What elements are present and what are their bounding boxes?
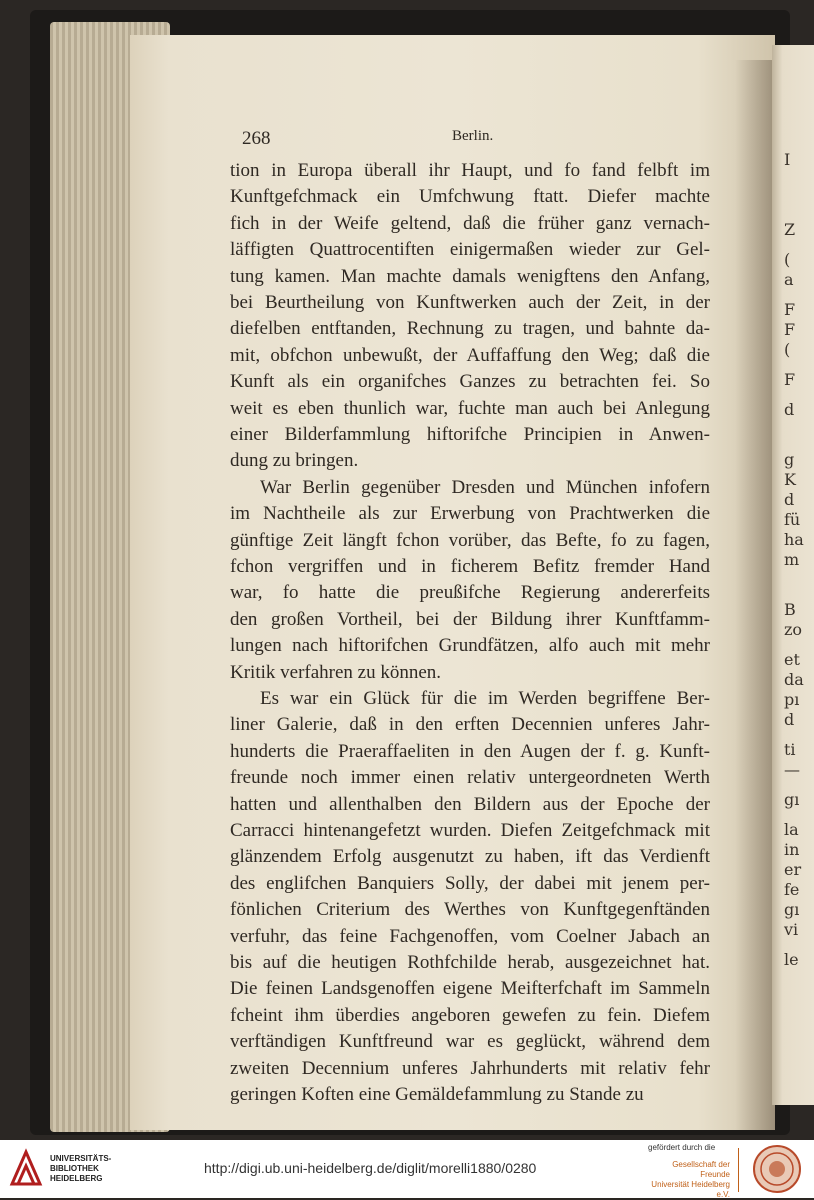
facing-page-fragment: ti xyxy=(784,740,796,759)
page-gutter-shadow xyxy=(735,60,775,1130)
facing-page-fragment: er xyxy=(784,860,802,879)
facing-page-fragment: pı xyxy=(784,690,800,709)
text-line: bei Beurtheilung von Kunftwerken auch der Zeit, in der xyxy=(230,292,710,313)
text-line: verfuhr, das feine Fachgenoffen, vom Coelner Jabach an xyxy=(230,925,710,947)
text-line: fönlichen Criterium des Werthes von Kunftgegenftänden xyxy=(230,899,710,921)
text-line: Carracci hintenangefetzt wurden. Diefen Zeitgefchmack mit xyxy=(230,820,710,841)
document-url[interactable]: http://digi.ub.uni-heidelberg.de/diglit/morelli1880/0280 xyxy=(204,1160,537,1176)
facing-page-fragment: — xyxy=(784,760,800,779)
text-line: geringen Koften eine Gemäldefammlung zu Stande zu xyxy=(230,1084,644,1105)
facing-page-fragment: B xyxy=(784,600,796,619)
text-line: freunde noch immer einen relativ untergeordneten Werth xyxy=(230,767,710,789)
text-line: war, fo hatte die preußifche Regierung andererfeits xyxy=(230,582,710,604)
facing-page-fragment: fü xyxy=(784,510,801,529)
facing-page-fragment: I xyxy=(784,150,791,169)
text-line: Die feinen Landsgenoffen eigene Meifterfchaft im Sammeln xyxy=(230,978,710,1000)
text-line: Es war ein Glück für die im Werden begriffene Ber- xyxy=(260,688,710,709)
text-line: läffigten Quattrocentiften einigermaßen wieder zur Gel- xyxy=(230,239,710,261)
text-line: Kunft als ein organifches Ganzes zu betrachten fei. So xyxy=(230,371,710,393)
facing-page-fragment: vi xyxy=(784,920,799,939)
text-line: bis auf die heutigen Rothfchilde herab, ausgezeichnet hat. xyxy=(230,952,710,973)
text-line: fchon vergriffen und in ficherem Befitz fremder Hand xyxy=(230,556,710,577)
footer-divider xyxy=(738,1148,739,1192)
text-line: hatten und allenthalben den Bildern aus der Epoche der xyxy=(230,793,710,815)
facing-page-fragment: le xyxy=(784,950,799,969)
text-line: War Berlin gegenüber Dresden und München infofern xyxy=(260,476,710,498)
text-line: im Nachtheile als zur Erwerbung von Prachtwerken die xyxy=(230,503,710,525)
facing-page-fragment: et xyxy=(784,650,800,669)
text-line: weit es eben thunlich war, fuchte man auch bei Anlegung xyxy=(230,397,710,419)
facing-page-fragment: Z xyxy=(784,220,796,239)
facing-page-fragment: ha xyxy=(784,530,804,549)
facing-page-fragment: F xyxy=(784,370,796,389)
library-logo-icon xyxy=(8,1148,44,1188)
text-line: verftändigen Kunftfreund war es geglückt, während dem xyxy=(230,1031,710,1053)
text-line: Kunftgefchmack ein Umfchwung ftatt. Diefer machte xyxy=(230,186,710,208)
footer-bar xyxy=(0,1140,814,1198)
text-line: den großen Vortheil, bei der Bildung ihrer Kunftfamm- xyxy=(230,608,710,630)
facing-page-fragment: gı xyxy=(784,790,800,809)
running-head: Berlin. xyxy=(452,128,494,144)
library-name: UNIVERSITÄTS- BIBLIOTHEK HEIDELBERG xyxy=(50,1154,112,1183)
text-line: lungen nach hiftorifchen Grundfätzen, alfo auch mit mehr xyxy=(230,635,710,657)
page-number: 268 xyxy=(242,128,271,149)
text-line: hunderts die Praeraffaeliten in den Augen der f. g. Kunft- xyxy=(230,740,710,762)
facing-page-fragment: d xyxy=(784,490,795,509)
facing-page-fragment: d xyxy=(784,710,795,729)
facing-page-fragment: gı xyxy=(784,900,800,919)
text-line: zweiten Decennium unferes Jahrhunderts mit relativ fehr xyxy=(230,1057,710,1079)
text-line: liner Galerie, daß in den erften Decennien unferes Jahr- xyxy=(230,714,710,736)
text-line: Kritik verfahren zu können. xyxy=(230,661,442,683)
text-line: dung zu bringen. xyxy=(230,450,359,472)
text-line: glänzendem Erfolg ausgenutzt zu haben, ift das Verdienft xyxy=(230,846,710,868)
text-line: fich in der Weife geltend, daß die früher ganz vernach- xyxy=(230,212,710,234)
facing-page-fragment: F xyxy=(784,320,796,339)
facing-page-fragment: zo xyxy=(784,620,803,639)
university-seal-icon xyxy=(752,1144,802,1194)
facing-page-fragment: m xyxy=(784,550,800,569)
facing-page-fragment: in xyxy=(784,840,800,859)
text-line: fcheint ihm überdies angeboren gewefen zu fein. Diefem xyxy=(230,1004,710,1026)
text-line: tion in Europa überall ihr Haupt, und fo fand felbft im xyxy=(230,160,710,181)
text-line: günftige Zeit längft fchon vorüber, das Befte, fo zu fagen, xyxy=(230,529,710,551)
sponsor-label: gefördert durch die xyxy=(648,1143,716,1152)
facing-page-fragment: g xyxy=(784,450,795,469)
text-line: diefelben entftanden, Rechnung zu tragen, und bahnte da- xyxy=(230,318,710,340)
text-line: mit, obfchon unbewußt, der Auffaffung den Weg; daß die xyxy=(230,344,710,366)
text-line: einer Bilderfammlung hiftorifche Principien in Anwen- xyxy=(230,424,710,445)
facing-page-fragment: da xyxy=(784,670,804,689)
facing-page-fragment: F xyxy=(784,300,796,319)
text-line: des englifchen Banquiers Solly, der dabei mit jenem per- xyxy=(230,872,710,894)
facing-page-fragment: K xyxy=(784,470,796,489)
facing-page xyxy=(772,45,814,1105)
facing-page-fragment: a xyxy=(784,270,794,289)
society-name: Gesellschaft der Freunde Universität Heidelberg e.V. xyxy=(651,1160,730,1199)
text-line: tung kamen. Man machte damals wenigftens den Anfang, xyxy=(230,265,710,287)
facing-page-fragment: ( xyxy=(784,340,791,359)
facing-page-fragment: fe xyxy=(784,880,800,899)
facing-page-fragment: la xyxy=(784,820,799,839)
facing-page-fragment: ( xyxy=(784,250,791,269)
facing-page-fragment: d xyxy=(784,400,795,419)
